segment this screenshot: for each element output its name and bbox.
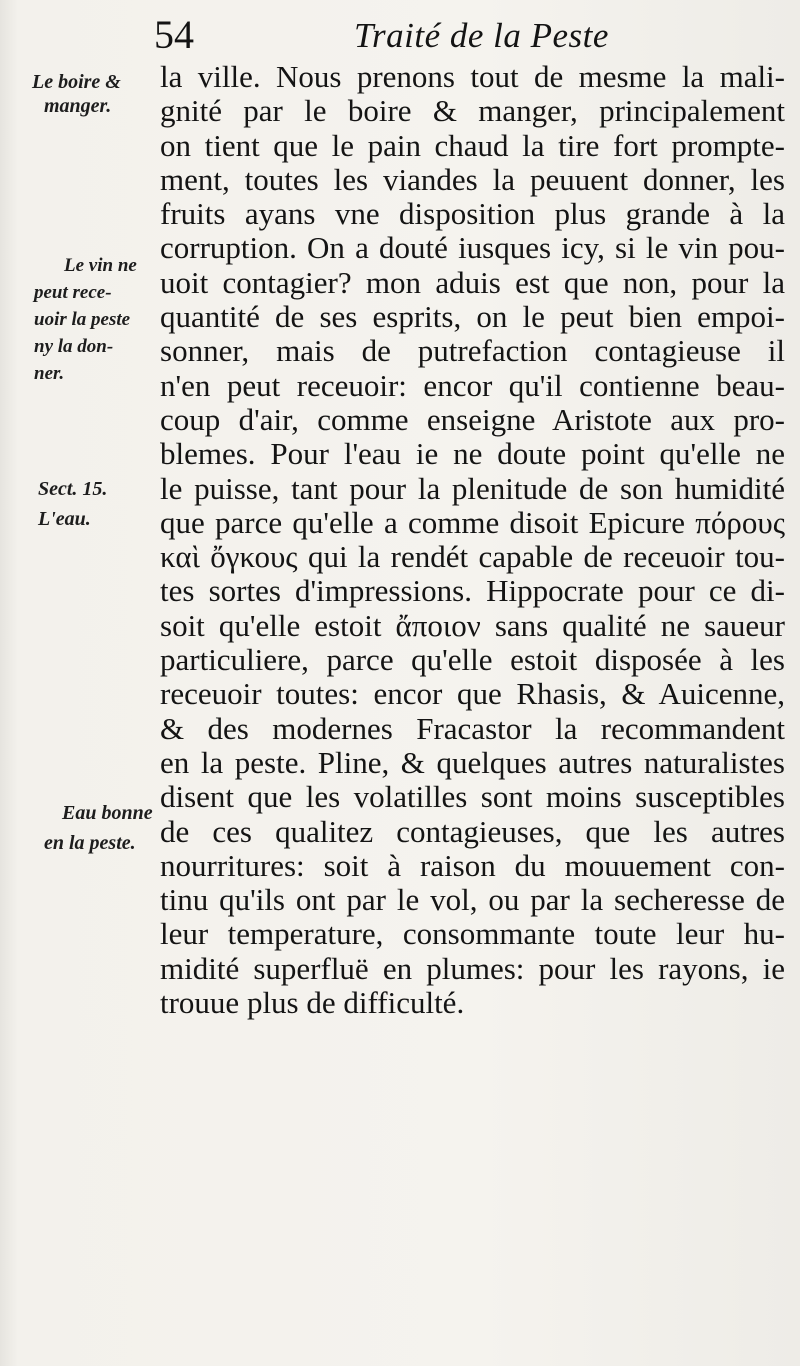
text-line: ment, toutes les viandes la peuuent donner, les <box>160 161 785 197</box>
text-line: n'en peut receuoir: encor qu'il contienne beau- <box>160 367 785 403</box>
text-line: disent que les volatilles sont moins susceptibles <box>160 779 785 815</box>
text-line: que parce qu'elle a comme disoit Epicure πόρους <box>160 504 785 540</box>
text-line: uoit contagier? mon aduis est que non, pour la <box>160 264 785 300</box>
text-line: corruption. On a douté iusques icy, si le vin pou- <box>160 230 785 266</box>
text-line: quantité de ses esprits, on le peut bien empoi- <box>160 299 785 335</box>
text-line: coup d'air, comme enseigne Aristote aux pro- <box>160 401 785 437</box>
margin-note <box>32 70 121 118</box>
text-line: trouue plus de difficulté. <box>160 985 465 1021</box>
margin-note <box>44 798 153 858</box>
margin-note-line: L'eau. <box>38 508 91 530</box>
text-line: fruits ayans vne disposition plus grande à la <box>160 196 785 232</box>
margin-note-line: Eau bonne <box>62 802 153 824</box>
text-line: & des modernes Fracastor la recommandent <box>160 710 785 746</box>
text-line: de ces qualitez contagieuses, que les autres <box>160 813 785 849</box>
text-line: la ville. Nous prenons tout de mesme la mali- <box>160 59 785 94</box>
text-line: tes sortes d'impressions. Hippocrate pour ce di- <box>160 573 785 609</box>
margin-note-line: uoir la peste <box>34 309 131 330</box>
margin-note-line: ny la don- <box>34 336 114 357</box>
text-line: gnité par le boire & manger, principalement <box>160 93 785 129</box>
text-line: sonner, mais de putrefaction contagieuse il <box>160 333 785 369</box>
margin-note-line: Le boire & <box>32 71 121 93</box>
text-line: receuoir toutes: encor que Rhasis, & Auicenne, <box>160 676 785 712</box>
body-text <box>160 60 785 1020</box>
text-line: en la peste. Pline, & quelques autres naturalistes <box>160 744 785 780</box>
margin-note-line: en la peste. <box>44 832 136 854</box>
running-title: Traité de la Peste <box>354 16 609 55</box>
text-line: καὶ ὄγκους qui la rendét capable de receuoir tou- <box>160 539 785 575</box>
margin-note <box>38 474 107 534</box>
margin-note-line: peut rece- <box>34 282 112 303</box>
text-line: tinu qu'ils ont par le vol, ou par la secheresse de <box>160 882 785 918</box>
margin-note <box>34 252 137 387</box>
margin-note-line: Sect. 15. <box>38 478 108 500</box>
text-line: blemes. Pour l'eau ie ne doute point qu'elle ne <box>160 436 785 472</box>
margin-note-line: Le vin ne <box>64 255 137 276</box>
text-line: nourritures: soit à raison du mouuement con- <box>160 847 785 883</box>
text-line: leur temperature, consommante toute leur hu- <box>160 916 785 952</box>
page-number: 54 <box>154 12 194 57</box>
text-line: midité superfluë en plumes: pour les rayons, ie <box>160 950 785 986</box>
text-line: soit qu'elle estoit ἄποιον sans qualité ne saueur <box>160 607 785 643</box>
text-line: on tient que le pain chaud la tire fort prompte- <box>160 127 785 163</box>
margin-notes <box>0 0 160 1366</box>
text-line: le puisse, tant pour la plenitude de son humidité <box>160 470 785 506</box>
margin-note-line: ner. <box>34 363 65 384</box>
margin-note-line: manger. <box>44 95 112 117</box>
text-line: particuliere, parce qu'elle estoit disposée à les <box>160 642 785 678</box>
